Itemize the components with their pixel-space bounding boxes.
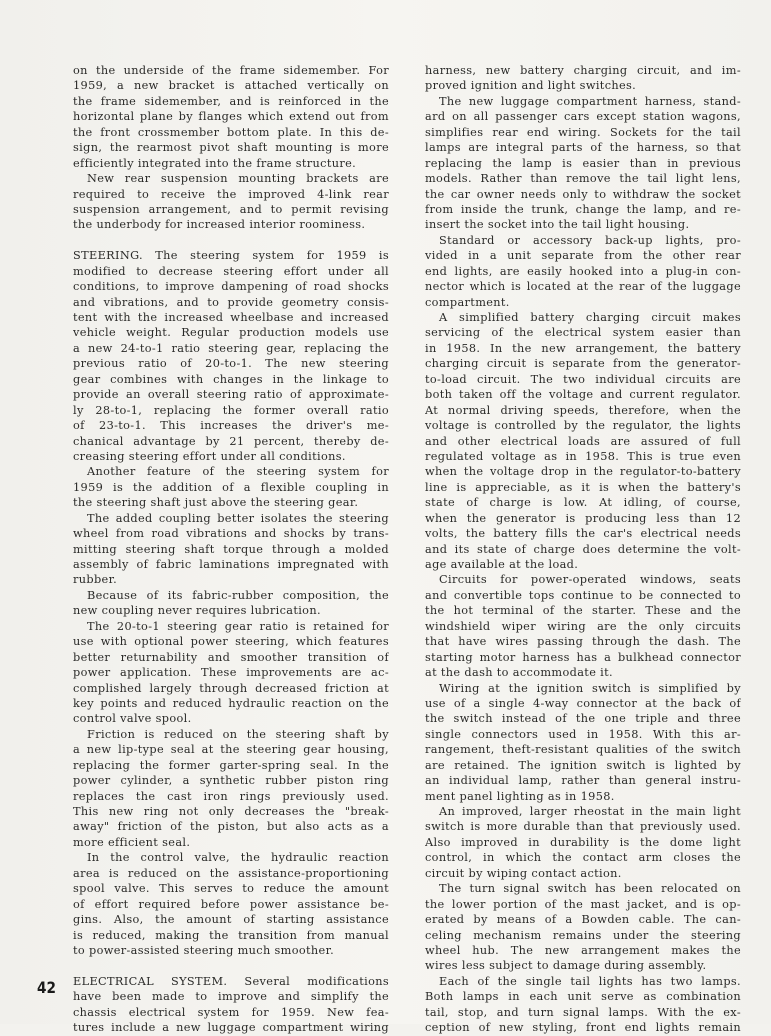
text-line: At normal driving speeds, therefore, when the — [425, 403, 741, 417]
text-line: models. Rather than remove the tail light lens, — [425, 172, 741, 186]
text-line: starting motor harness has a bulkhead connector — [425, 650, 741, 664]
text-line: nector which is located at the rear of the luggage — [425, 280, 741, 294]
text-line: The 20-to-1 steering gear ratio is retained for — [87, 619, 389, 633]
text-line: tures include a new luggage compartment wiring — [73, 1021, 389, 1035]
text-line: and vibrations, and to provide geometry consis- — [73, 295, 389, 309]
text-line: vehicle weight. Regular production models use — [73, 326, 389, 340]
text-line: 1959, a new bracket is attached vertically on — [73, 79, 389, 93]
text-line: Wiring at the ignition switch is simplified by — [439, 681, 741, 695]
text-line: Standard or accessory back-up lights, pro- — [439, 233, 741, 247]
text-line: A simplified battery charging circuit makes — [439, 311, 741, 324]
text-line: servicing of the electrical system easier than — [425, 326, 741, 340]
text-line: use of a single 4-way connector at the back of — [425, 696, 741, 710]
text-line: lamps are integral parts of the harness, so that — [425, 141, 741, 155]
text-line: The turn signal switch has been relocated on — [439, 882, 741, 896]
text-line: wheel from road vibrations and shocks by trans- — [73, 527, 389, 541]
text-line: in 1958. In the new arrangement, the battery — [425, 341, 741, 355]
paragraph-gap — [73, 233, 389, 248]
text-line: In the control valve, the hydraulic reaction — [87, 851, 389, 865]
left-text-column — [73, 63, 389, 1036]
text-line: charging circuit is separate from the generator- — [425, 357, 741, 371]
text-line: line is appreciable, as it is when the battery's — [425, 480, 741, 494]
text-line: ment panel lighting as in 1958. — [425, 789, 615, 803]
text-line: Both lamps in each unit serve as combination — [425, 990, 741, 1004]
text-line: volts, the battery fills the car's electrical needs — [425, 527, 741, 541]
text-line: are retained. The ignition switch is lighted by — [425, 758, 741, 772]
text-line: wires less subject to damage during assembly. — [425, 959, 707, 973]
text-line: harness, new battery charging circuit, and im- — [425, 64, 741, 77]
text-line: complished largely through decreased friction at — [73, 681, 389, 695]
text-line: vided in a unit separate from the other rear — [425, 249, 741, 263]
text-line: This new ring not only decreases the "break- — [73, 805, 389, 818]
text-line: gear combines with changes in the linkage to — [73, 372, 389, 386]
text-line: control, in which the contact arm closes the — [425, 851, 741, 865]
text-line: voltage is controlled by the regulator, the lights — [425, 419, 741, 433]
text-line: creasing steering effort under all conditions. — [73, 449, 346, 463]
text-line: replaces the cast iron rings previously used. — [73, 789, 389, 803]
text-line: power application. These improvements are ac- — [73, 666, 389, 680]
text-line: ard on all passenger cars except station wagons, — [425, 110, 741, 124]
text-line: efficiently integrated into the frame structure. — [73, 156, 357, 170]
text-line: rubber. — [73, 573, 118, 587]
text-line: spool valve. This serves to reduce the amount — [73, 882, 389, 896]
text-line: celing mechanism remains under the steering — [425, 928, 741, 942]
text-line: horizontal plane by flanges which extend out from — [73, 110, 389, 124]
text-line: Friction is reduced on the steering shaft by — [87, 727, 389, 741]
text-line: ly 28-to-1, replacing the former overall ratio — [73, 403, 389, 417]
text-line: to power-assisted steering much smoother. — [73, 943, 335, 957]
text-line: windshield wiper wiring are the only circuits — [425, 619, 741, 633]
page-number: 42 — [37, 978, 56, 997]
text-line: from inside the trunk, change the lamp, and re- — [425, 202, 741, 216]
text-line: 1959 is the addition of a flexible coupling in — [73, 480, 389, 494]
text-line: use with optional power steering, which features — [73, 635, 389, 649]
text-line: ception of new styling, front end lights remain — [425, 1021, 741, 1035]
text-line: a new lip-type seal at the steering gear housing, — [73, 743, 389, 757]
text-line: the lower portion of the mast jacket, and is op- — [425, 897, 741, 911]
text-line: previous ratio of 20-to-1. The new steering — [73, 357, 389, 371]
text-line: The new luggage compartment harness, stand- — [439, 94, 741, 108]
text-line: new coupling never requires lubrication. — [73, 604, 321, 618]
text-line: ELECTRICAL SYSTEM. Several modifications — [73, 974, 389, 988]
text-line: better returnability and smoother transition of — [73, 650, 389, 664]
text-line: control valve spool. — [73, 712, 192, 726]
text-line: single connectors used in 1958. With this ar- — [425, 727, 741, 741]
text-line: key points and reduced hydraulic reaction on the — [73, 696, 389, 710]
text-line: both taken off the voltage and current regulator. — [425, 388, 741, 402]
text-line: the front crossmember bottom plate. In this de- — [73, 125, 389, 139]
text-line: that have wires passing through the dash. The — [425, 635, 741, 649]
text-line: is reduced, making the transition from manual — [73, 928, 389, 942]
right-text-column — [425, 63, 741, 1036]
text-line: Also improved in durability is the dome light — [425, 835, 741, 849]
text-line: the switch instead of the one triple and three — [425, 712, 741, 726]
text-line: chassis electrical system for 1959. New fea- — [73, 1005, 389, 1019]
text-line: STEERING. The steering system for 1959 is — [73, 249, 389, 263]
text-line: Because of its fabric-rubber composition, the — [87, 588, 389, 602]
text-line: away" friction of the piston, but also acts as a — [73, 820, 389, 834]
text-line: and other electrical loads are assured of full — [425, 434, 741, 448]
text-line: An improved, larger rheostat in the main light — [439, 805, 741, 818]
text-line: modified to decrease steering effort under all — [73, 264, 389, 278]
text-line: suspension arrangement, and to permit revising — [73, 202, 389, 216]
text-line: power cylinder, a synthetic rubber piston ring — [73, 774, 389, 788]
text-line: insert the socket into the tail light housing. — [425, 218, 690, 232]
text-line: area is reduced on the assistance-proportioning — [73, 866, 389, 880]
text-line: to-load circuit. The two individual circuits are — [425, 372, 741, 386]
text-line: mitting steering shaft torque through a molded — [73, 542, 389, 556]
text-line: at the dash to accommodate it. — [425, 666, 613, 680]
text-line: the car owner needs only to withdraw the socket — [425, 187, 741, 201]
text-line: provide an overall steering ratio of approximate- — [73, 388, 389, 402]
text-line: on the underside of the frame sidemember. For — [73, 64, 389, 77]
text-line: age available at the load. — [425, 558, 579, 571]
text-line: Another feature of the steering system for — [87, 465, 389, 479]
text-line: of effort required before power assistance be- — [73, 897, 389, 911]
text-line: New rear suspension mounting brackets are — [87, 172, 389, 186]
text-line: assembly of fabric laminations impregnated with — [73, 558, 389, 571]
text-line: tail, stop, and turn signal lamps. With the ex- — [425, 1005, 741, 1019]
text-line: the steering shaft just above the steering gear. — [73, 496, 359, 510]
text-line: and its state of charge does determine the volt- — [425, 542, 741, 556]
text-line: regulated voltage as in 1958. This is true even — [425, 449, 741, 463]
text-line: tent with the increased wheelbase and increased — [73, 311, 389, 324]
text-line: required to receive the improved 4-link rear — [73, 187, 389, 201]
text-line: more efficient seal. — [73, 835, 191, 849]
text-line: have been made to improve and simplify the — [73, 990, 389, 1004]
text-line: chanical advantage by 21 percent, thereby de- — [73, 434, 389, 448]
text-line: sign, the rearmost pivot shaft mounting is more — [73, 141, 389, 155]
text-line: wheel hub. The new arrangement makes the — [425, 943, 741, 957]
text-line: the hot terminal of the starter. These and the — [425, 604, 741, 618]
text-line: simplifies rear end wiring. Sockets for the tail — [425, 125, 741, 139]
text-line: of 23-to-1. This increases the driver's me- — [73, 419, 389, 433]
text-line: rangement, theft-resistant qualities of the switch — [425, 743, 741, 757]
text-line: erated by means of a Bowden cable. The can- — [425, 913, 741, 927]
text-line: when the voltage drop in the regulator-to-battery — [425, 465, 741, 479]
text-line: circuit by wiping contact action. — [425, 866, 622, 880]
text-line: an individual lamp, rather than general instru- — [425, 774, 741, 788]
text-line: replacing the lamp is easier than in previous — [425, 156, 741, 170]
text-line: conditions, to improve dampening of road shocks — [73, 280, 389, 294]
text-line: Circuits for power-operated windows, seats — [439, 573, 741, 587]
text-line: compartment. — [425, 295, 510, 309]
text-line: end lights, are easily hooked into a plug-in con- — [425, 264, 741, 278]
text-line: gins. Also, the amount of starting assistance — [73, 913, 389, 927]
text-line: proved ignition and light switches. — [425, 79, 637, 93]
text-line: a new 24-to-1 ratio steering gear, replacing the — [73, 341, 389, 355]
text-line: replacing the former garter-spring seal. In the — [73, 758, 389, 772]
text-line: state of charge is low. At idling, of course, — [425, 496, 741, 510]
text-line: the underbody for increased interior roominess. — [73, 218, 366, 232]
text-line: Each of the single tail lights has two lamps. — [439, 974, 741, 988]
text-line: when the generator is producing less than 12 — [425, 511, 741, 525]
paragraph-gap — [73, 958, 389, 973]
text-line: The added coupling better isolates the steering — [87, 511, 389, 525]
text-line: the frame sidemember, and is reinforced in the — [73, 94, 389, 108]
text-line: and convertible tops continue to be connected to — [425, 588, 741, 602]
text-line: switch is more durable than that previously used. — [425, 820, 741, 834]
